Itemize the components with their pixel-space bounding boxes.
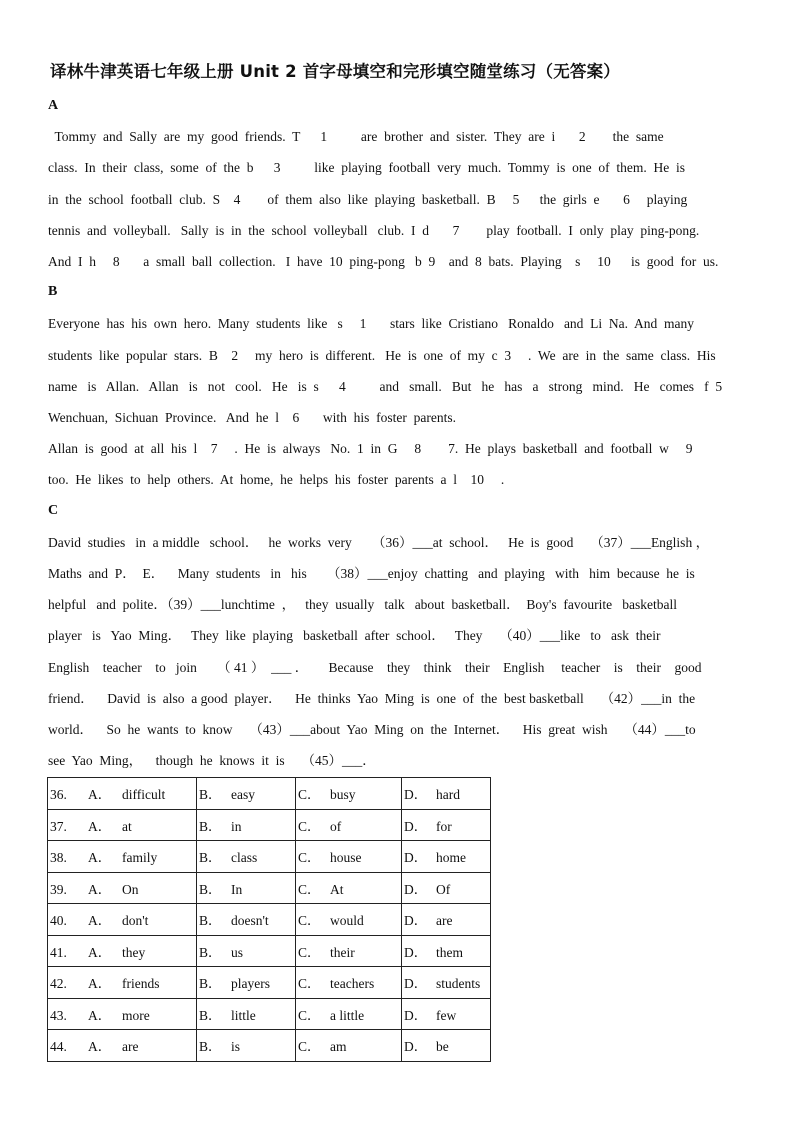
option-letter: C．: [298, 976, 321, 992]
option-letter: A．: [88, 976, 112, 992]
option-text: students: [436, 976, 481, 992]
option-letter: B．: [199, 944, 222, 960]
option-text: of: [330, 818, 342, 834]
option-cell: [48, 967, 197, 999]
section-a-line: class. In their class, some of the b 3 like playing football very much. Tommy is one of them. He is: [48, 160, 685, 175]
question-number: 44.: [50, 1039, 67, 1055]
option-cell: [48, 778, 197, 810]
option-cell: [296, 935, 402, 967]
section-b-label: B: [48, 284, 58, 299]
option-letter: D．: [404, 976, 428, 992]
option-cell: [48, 904, 197, 936]
option-cell: [402, 967, 491, 999]
option-letter: D．: [404, 818, 428, 834]
section-a-label: A: [48, 98, 59, 113]
option-text: busy: [330, 787, 356, 803]
option-text: few: [436, 1007, 457, 1023]
option-text: their: [330, 944, 355, 960]
option-text: little: [231, 1007, 256, 1023]
option-letter: D．: [404, 1007, 428, 1023]
option-letter: B．: [199, 1039, 222, 1055]
option-letter: C．: [298, 787, 321, 803]
option-text: at: [122, 818, 132, 834]
option-text: doesn't: [231, 913, 269, 929]
option-letter: C．: [298, 913, 321, 929]
option-row: [48, 967, 491, 999]
option-letter: B．: [199, 881, 222, 897]
option-text: Of: [436, 881, 451, 897]
option-text: friends: [122, 976, 160, 992]
option-cell: [48, 998, 197, 1030]
option-cell: [402, 1030, 491, 1062]
option-text: they: [122, 944, 146, 960]
option-letter: B．: [199, 850, 222, 866]
option-letter: D．: [404, 787, 428, 803]
option-letter: D．: [404, 913, 428, 929]
option-text: would: [330, 913, 364, 929]
option-text: home: [436, 850, 466, 866]
option-letter: A．: [88, 913, 112, 929]
option-cell: [197, 872, 296, 904]
section-c-line: helpful and polite．（39）___lunchtime ， they usually talk about basketball． Boy's favourite basketball: [48, 597, 677, 612]
option-text: in: [231, 818, 242, 834]
option-row: [48, 998, 491, 1030]
option-letter: A．: [88, 881, 112, 897]
section-c-line: David studies in a middle school． he works very （36）___at school． He is good （37）___English ，: [48, 535, 710, 550]
option-text: is: [231, 1039, 241, 1055]
option-cell: [402, 998, 491, 1030]
option-row: [48, 841, 491, 873]
option-cell: [296, 841, 402, 873]
section-b-line: students like popular stars. B 2 my hero is different. He is one of my c 3 . We are in the same class. His: [48, 348, 716, 363]
option-cell: [402, 809, 491, 841]
section-a-line: And I h 8 a small ball collection. I have 10 ping-pong b 9 and 8 bats. Playing s 10 is good for us.: [48, 254, 719, 269]
option-text: family: [122, 850, 158, 866]
options-table: [47, 777, 491, 1062]
option-row: [48, 809, 491, 841]
option-cell: [48, 1030, 197, 1062]
option-cell: [48, 935, 197, 967]
option-cell: [197, 967, 296, 999]
option-row: [48, 778, 491, 810]
option-cell: [402, 904, 491, 936]
option-letter: C．: [298, 1007, 321, 1023]
option-letter: D．: [404, 881, 428, 897]
option-letter: D．: [404, 1039, 428, 1055]
section-b-line: Allan is good at all his l 7 . He is always No. 1 in G 8 7. He plays basketball and football w 9: [48, 441, 693, 456]
option-cell: [296, 998, 402, 1030]
question-number: 39.: [50, 881, 67, 897]
option-text: At: [330, 881, 344, 897]
option-letter: B．: [199, 787, 222, 803]
option-text: teachers: [330, 976, 375, 992]
section-c-line: see Yao Ming， though he knows it is （45）___．: [48, 753, 376, 768]
question-number: 42.: [50, 976, 67, 992]
section-b-line: name is Allan. Allan is not cool. He is s 4 and small. But he has a strong mind. He comes f 5: [48, 379, 723, 394]
option-cell: [402, 778, 491, 810]
question-number: 41.: [50, 944, 67, 960]
option-cell: [296, 872, 402, 904]
option-row: [48, 935, 491, 967]
option-text: players: [231, 976, 270, 992]
option-letter: C．: [298, 818, 321, 834]
option-row: [48, 904, 491, 936]
section-c-line: Maths and P． E． Many students in his （38）___enjoy chatting and playing with him because he is: [48, 566, 695, 581]
page-title: 译林牛津英语七年级上册 Unit 2 首字母填空和完形填空随堂练习（无答案）: [50, 62, 621, 81]
section-c-label: C: [48, 503, 59, 518]
option-cell: [48, 872, 197, 904]
question-number: 38.: [50, 850, 67, 866]
option-row: [48, 1030, 491, 1062]
option-text: hard: [436, 787, 460, 803]
option-text: don't: [122, 913, 149, 929]
option-text: a little: [330, 1007, 365, 1023]
option-text: be: [436, 1039, 449, 1055]
section-b-line: Wenchuan, Sichuan Province. And he l 6 with his foster parents.: [48, 410, 456, 425]
option-text: more: [122, 1007, 150, 1023]
question-number: 40.: [50, 913, 67, 929]
option-cell: [48, 809, 197, 841]
option-letter: A．: [88, 1039, 112, 1055]
section-b-line: too. He likes to help others. At home, he helps his foster parents a l 10 .: [48, 472, 505, 487]
option-cell: [197, 904, 296, 936]
section-a-line: tennis and volleyball. Sally is in the school volleyball club. I d 7 play football. I only play ping-pong.: [48, 223, 700, 238]
option-cell: [197, 935, 296, 967]
section-b-line: Everyone has his own hero. Many students like s 1 stars like Cristiano Ronaldo and Li Na. And many: [48, 316, 695, 331]
option-text: am: [330, 1039, 347, 1055]
option-cell: [296, 967, 402, 999]
option-text: are: [436, 913, 453, 929]
option-text: us: [231, 944, 244, 960]
option-text: for: [436, 818, 452, 834]
option-cell: [48, 841, 197, 873]
section-c-line: player is Yao Ming． They like playing basketball after school． They （40）___like to ask their: [48, 628, 661, 643]
section-a-line: in the school football club. S 4 of them also like playing basketball. B 5 the girls e 6 playing: [48, 192, 688, 207]
section-a-line: Tommy and Sally are my good friends. T 1 are brother and sister. They are i 2 the same: [48, 129, 664, 144]
option-cell: [296, 778, 402, 810]
option-letter: B．: [199, 913, 222, 929]
section-c-line: English teacher to join （ 41 ） ___ ． Because they think their English teacher is their good: [48, 660, 702, 675]
question-number: 43.: [50, 1007, 67, 1023]
option-text: class: [231, 850, 258, 866]
option-cell: [197, 998, 296, 1030]
option-letter: B．: [199, 976, 222, 992]
option-cell: [296, 1030, 402, 1062]
option-cell: [402, 872, 491, 904]
option-letter: A．: [88, 850, 112, 866]
option-letter: A．: [88, 818, 112, 834]
option-cell: [296, 904, 402, 936]
option-letter: B．: [199, 818, 222, 834]
option-letter: D．: [404, 850, 428, 866]
question-number: 36.: [50, 787, 67, 803]
option-cell: [197, 1030, 296, 1062]
option-letter: C．: [298, 850, 321, 866]
option-text: them: [436, 944, 463, 960]
option-letter: D．: [404, 944, 428, 960]
option-text: easy: [231, 787, 255, 803]
option-letter: A．: [88, 787, 112, 803]
option-text: house: [330, 850, 362, 866]
option-letter: C．: [298, 881, 321, 897]
option-text: In: [231, 881, 243, 897]
option-letter: A．: [88, 1007, 112, 1023]
question-number: 37.: [50, 818, 67, 834]
option-letter: C．: [298, 944, 321, 960]
option-letter: A．: [88, 944, 112, 960]
option-cell: [197, 778, 296, 810]
option-text: difficult: [122, 787, 166, 803]
option-cell: [197, 841, 296, 873]
option-row: [48, 872, 491, 904]
option-cell: [197, 809, 296, 841]
section-c-line: world． So he wants to know （43）___about Yao Ming on the Internet． His great wish （44）___to: [48, 722, 696, 737]
option-letter: B．: [199, 1007, 222, 1023]
section-c-line: friend． David is also a good player． He thinks Yao Ming is one of the best basketball （42）___in the: [48, 691, 696, 706]
option-text: are: [122, 1039, 139, 1055]
option-cell: [402, 935, 491, 967]
option-cell: [402, 841, 491, 873]
option-cell: [296, 809, 402, 841]
option-letter: C．: [298, 1039, 321, 1055]
option-text: On: [122, 881, 139, 897]
